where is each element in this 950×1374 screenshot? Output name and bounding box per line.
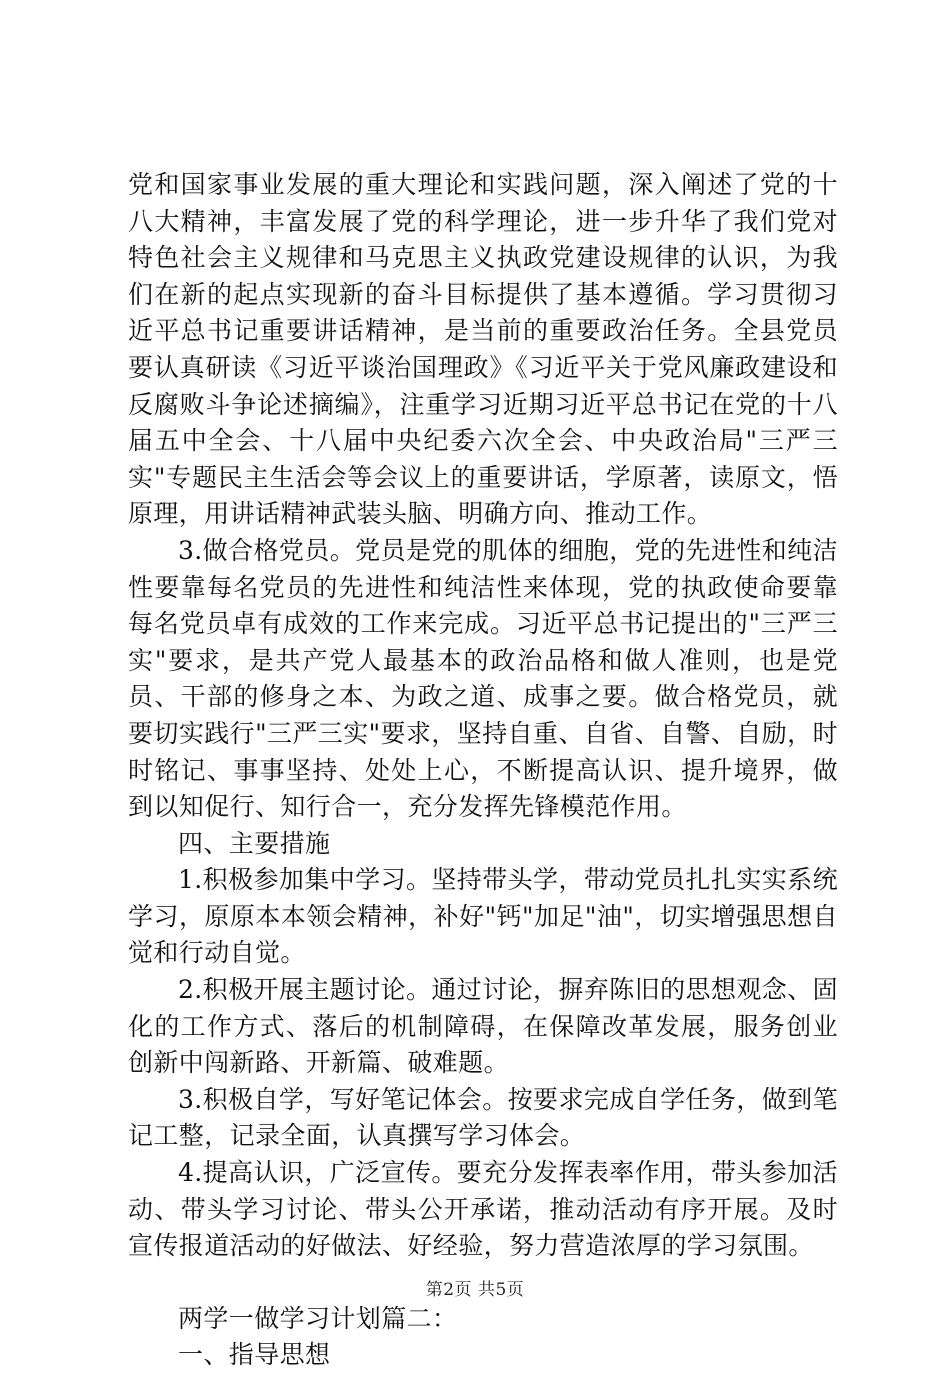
page-number: 第2页 共5页: [425, 1280, 525, 1300]
paragraph-measure-4: 4.提高认识，广泛宣传。要充分发挥表率作用，带头参加活动、带头学习讨论、带头公开承诺，推动活动有序开展。及时宣传报道活动的好做法、好经验，努力营造浓厚的学习氛围。: [128, 1158, 838, 1261]
part-two-title: 两学一做学习计划篇二：: [178, 1303, 458, 1333]
paragraph-measure-3: 3.积极自学，写好笔记体会。按要求完成自学任务，做到笔记工整，记录全面，认真撰写学习体会。: [128, 1084, 838, 1151]
paragraph-qualified-member: 3.做合格党员。党员是党的肌体的细胞，党的先进性和纯洁性要靠每名党员的先进性和纯洁性来体现，党的执政使命要靠每名党员卓有成效的工作来完成。习近平总书记提出的"三严三实"要求，是共产党人最基本的政治品格和做人准则，也是党员、干部的修身之本、为政之道、成事之要。做合格党员，就要切实践行"三严三实"要求，坚持自重、自省、自警、自励，时时铭记、事事坚持、处处上心，不断提高认识、提升境界，做到以知促行、知行合一，充分发挥先锋模范作用。: [128, 535, 838, 822]
paragraph-measure-1: 1.积极参加集中学习。坚持带头学，带动党员扎扎实实系统学习，原原本本领会精神，补好"钙"加足"油"，切实增强思想自觉和行动自觉。: [128, 865, 838, 968]
paragraph-measure-2: 2.积极开展主题讨论。通过讨论，摒弃陈旧的思想观念、固化的工作方式、落后的机制障碍，在保障改革发展，服务创业创新中闯新路、开新篇、破难题。: [128, 975, 838, 1078]
section-heading-guiding-thought: 一、指导思想: [178, 1340, 331, 1370]
paragraph-continuation: 党和国家事业发展的重大理论和实践问题，深入阐述了党的十八大精神，丰富发展了党的科学理论，进一步升华了我们党对特色社会主义规律和马克思主义执政党建设规律的认识，为我们在新的起点实现新的奋斗目标提供了基本遵循。学习贯彻习近平总书记重要讲话精神，是当前的重要政治任务。全县党员要认真研读《习近平谈治国理政》《习近平关于党风廉政建设和反腐败斗争论述摘编》，注重学习近期习近平总书记在党的十八届五中全会、十八届中央纪委六次全会、中央政治局"三严三实"专题民主生活会等会议上的重要讲话，学原著，读原文，悟原理，用讲话精神武装头脑、明确方向、推动工作。: [128, 170, 838, 529]
section-heading-measures: 四、主要措施: [178, 828, 331, 858]
document-body: [128, 167, 838, 1374]
